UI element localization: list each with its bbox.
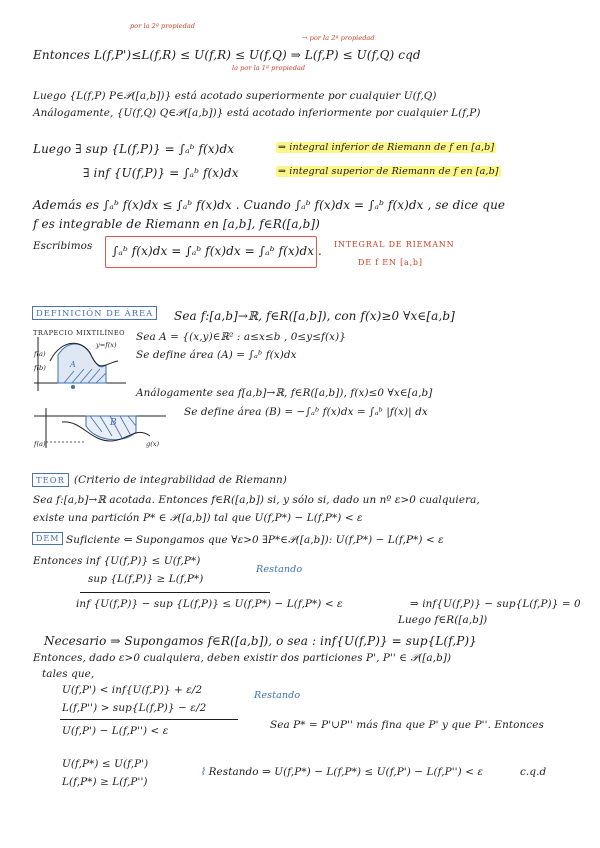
dem-line13: U(f,P') − L(f,P'') < ε bbox=[62, 725, 169, 737]
fig1-area bbox=[58, 344, 106, 383]
fig1-point bbox=[71, 385, 75, 389]
dem-line14: U(f,P*) ≤ U(f,P') bbox=[62, 758, 149, 770]
dem-line10: tales que, bbox=[42, 668, 95, 680]
dem-entonces: Entonces bbox=[33, 555, 83, 567]
fig1-label-yfx: y=f(x) bbox=[96, 341, 117, 349]
line-define-area: Se define área (A) = ∫ₐᵇ f(x)dx bbox=[136, 349, 297, 361]
line-ademas: Además es ∫ₐᵇ f(x)dx ≤ ∫ₐᵇ f(x)dx . Cuando ∫ₐᵇ f(x)dx = ∫ₐᵇ f(x)dx , se dice que bbox=[33, 198, 506, 212]
teor-line2: existe una partición P* ∈ 𝒫([a,b]) tal que U(f,P*) − L(f,P*) < ε bbox=[33, 512, 363, 524]
note-prop1: → por la 2ª propiedad bbox=[302, 34, 375, 42]
line-sea-A: Sea A = {(x,y)∈ℝ² : a≤x≤b , 0≤y≤f(x)} bbox=[136, 331, 346, 343]
line-sup: Luego ∃ sup {L(f,P)} = ∫ₐᵇ f(x)dx bbox=[33, 142, 235, 156]
label-integral-riemann-2: DE f EN [a,b] bbox=[358, 258, 423, 267]
label-restando-2: Restando bbox=[254, 690, 301, 701]
divider-2 bbox=[60, 719, 238, 720]
dem-line6b: ⇒ inf{U(f,P)} − sup{L(f,P)} = 0 bbox=[410, 598, 581, 610]
line-integrable: f es integrable de Riemann en [a,b], f∈R([a,b]) bbox=[33, 217, 320, 231]
line-sea-f: Sea f:[a,b]→ℝ, f∈R([a,b]), con f(x)≥0 ∀x∈[a,b] bbox=[174, 309, 455, 323]
label-integral-riemann: INTEGRAL DE RIEMANN bbox=[334, 240, 455, 249]
note-prop2: por la 2ª propiedad bbox=[130, 22, 195, 30]
fig1-label-fa: f(a) bbox=[34, 350, 46, 358]
dem-inf-u: inf {U(f,P)} ≤ U(f,P*) bbox=[86, 555, 201, 567]
highlight-inf: ⇒ integral superior de Riemann de f en [a,b] bbox=[278, 166, 499, 177]
fig2-label-fa: f(a) bbox=[34, 440, 46, 448]
dem-line15: L(f,P*) ≥ L(f,P'') bbox=[62, 776, 148, 788]
label-restando-3: ⌇ bbox=[200, 766, 206, 778]
line-define2: Se define área (B) = −∫ₐᵇ f(x)dx = ∫ₐᵇ |f(x)| dx bbox=[184, 406, 428, 418]
line-analogamente: Análogamente, {U(f,Q) Q∈𝒫([a,b])} está acotado inferiormente por cualquier L(f,P) bbox=[33, 107, 481, 119]
highlight-sup: ⇒ integral inferior de Riemann de f en [a,b] bbox=[278, 142, 495, 153]
dem-line16-text: Restando ⇒ U(f,P*) − L(f,P*) ≤ U(f,P') − L(f,P'') < ε bbox=[208, 766, 484, 778]
dem-line6: inf {U(f,P)} − sup {L(f,P)} ≤ U(f,P*) − L(f,P*) < ε bbox=[76, 598, 343, 610]
label-restando-1: Restando bbox=[256, 564, 303, 575]
line-escribimos: Escribimos bbox=[33, 240, 93, 252]
teor-line1: Sea f:[a,b]→ℝ acotada. Entonces f∈R([a,b]) si, y sólo si, dado un nº ε>0 cualquiera, bbox=[33, 494, 480, 506]
fig2-label-B: B bbox=[110, 418, 117, 428]
dem-line11: U(f,P') < inf{U(f,P)} + ε/2 bbox=[62, 684, 203, 696]
divider-1 bbox=[80, 592, 270, 593]
tag-definicion-area: DEFINICIÓN DE ÁREA bbox=[32, 306, 157, 320]
dem-line16 bbox=[200, 766, 483, 778]
teor-title: (Criterio de integrabilidad de Riemann) bbox=[74, 474, 287, 486]
dem-line13b: Sea P* = P'∪P'' más fina que P' y que P''. Entonces bbox=[270, 719, 544, 731]
dem-line12: L(f,P'') > sup{L(f,P)} − ε/2 bbox=[62, 702, 207, 714]
fig1-label-fb: f(b) bbox=[34, 364, 46, 372]
dem-line9: Entonces, dado ε>0 cualquiera, deben existir dos particiones P', P'' ∈ 𝒫([a,b]) bbox=[33, 652, 452, 664]
dem-line7: Luego f∈R([a,b]) bbox=[398, 614, 488, 626]
line-entonces: Entonces L(f,P')≤L(f,R) ≤ U(f,R) ≤ U(f,Q) ⇒ L(f,P) ≤ U(f,Q) cqd bbox=[33, 48, 421, 62]
dem-necesario: Necesario ⇒ Supongamos f∈R([a,b]), o sea : inf{U(f,P)} = sup{L(f,P)} bbox=[44, 634, 477, 648]
line-luego: Luego {L(f,P) P∈𝒫([a,b])} está acotado superiormente por cualquier U(f,Q) bbox=[33, 90, 437, 102]
label-trapecio: TRAPECIO MIXTILÍNEO bbox=[33, 329, 126, 337]
fig1-label-A: A bbox=[70, 360, 76, 369]
fig2-label-gx: g(x) bbox=[146, 440, 160, 448]
dem-line3: Suficiente ⇐ Supongamos que ∀ε>0 ∃P*∈𝒫([a,b]): U(f,P*) − L(f,P*) < ε bbox=[66, 534, 444, 546]
line-inf: ∃ inf {U(f,P)} = ∫ₐᵇ f(x)dx bbox=[83, 166, 239, 180]
note-prop3: la por la 1ª propiedad bbox=[232, 64, 306, 72]
line-analog2: Análogamente sea f[a,b]→ℝ, f∈R([a,b]), f(x)≤0 ∀x∈[a,b] bbox=[136, 387, 433, 399]
tag-dem: DEM bbox=[32, 532, 63, 545]
figure-area-negativa bbox=[32, 408, 172, 458]
cqd: c.q.d bbox=[520, 766, 547, 778]
dem-sup-l: sup {L(f,P)} ≥ L(f,P*) bbox=[88, 573, 204, 585]
tag-teor: TEOR bbox=[32, 473, 69, 487]
formula-riemann: ∫ₐᵇ f(x)dx = ∫ₐᵇ f(x)dx = ∫ₐᵇ f(x)dx . bbox=[112, 244, 322, 258]
